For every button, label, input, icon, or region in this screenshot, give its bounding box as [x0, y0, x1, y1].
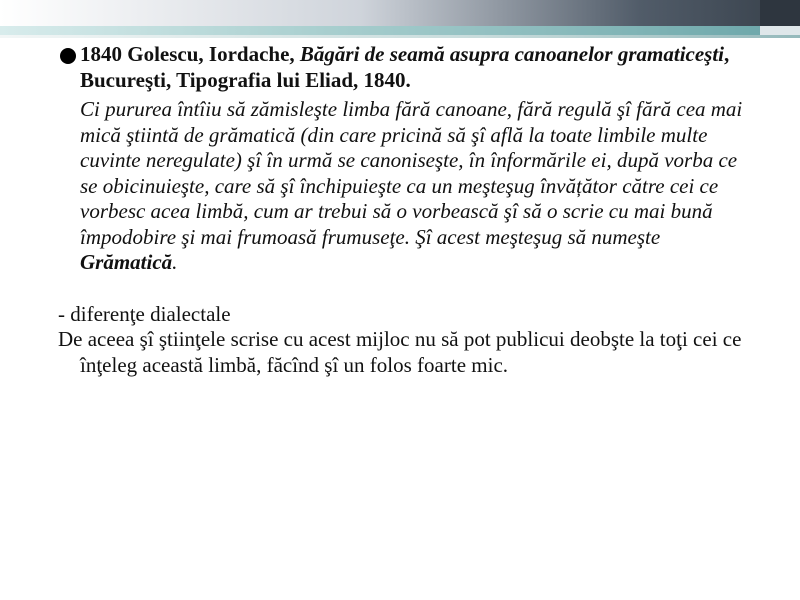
header-gap: [0, 38, 800, 40]
citation-title: Băgări de seamă asupra canoanelor gramaticeşti: [299, 42, 725, 66]
citation-prefix: 1840 Golescu, Iordache,: [80, 42, 300, 66]
quote-term: Grămatică: [80, 250, 173, 274]
quote: [80, 97, 758, 276]
citation: [80, 42, 758, 93]
slide-content: [58, 42, 758, 378]
quote-text: Ci pururea întîiu să zămisleşte limba fără canoane, fără regulă şî fără cea mai mică ştiintă de grămatică (din care pricină să şî află la toate limbile multe cuvinte neregulate) şî în urmă se canoniseşte, în înformările ei, după vorba ce se obicinuieşte, care să şî închipuieşte ca un meşteşug învățător către cei ce vorbesc acea limbă, cum ar trebui să o vorbească şî să o scrie cu mai bună împodobire şi mai frumoasă frumuseţe. Şî acest meşteşug să numeşte: [80, 97, 743, 249]
header-accent-band: [0, 26, 800, 35]
header-band: [0, 0, 800, 26]
note-line: - diferenţe dialectale: [58, 301, 231, 326]
bullet-icon: [60, 48, 76, 64]
header-corner-dark: [760, 0, 800, 26]
bullet-citation: [58, 42, 758, 276]
citation-suffix: , Bucureşti, Tipografia lui Eliad, 1840.: [80, 42, 730, 92]
quote-end: .: [172, 250, 178, 274]
body-paragraph: De aceea şî ştiinţele scrise cu acest mijloc nu să pot publicui deobşte la toţi cei ce înţeleg această limbă, făcînd şî un folos foarte mic.: [58, 327, 742, 377]
